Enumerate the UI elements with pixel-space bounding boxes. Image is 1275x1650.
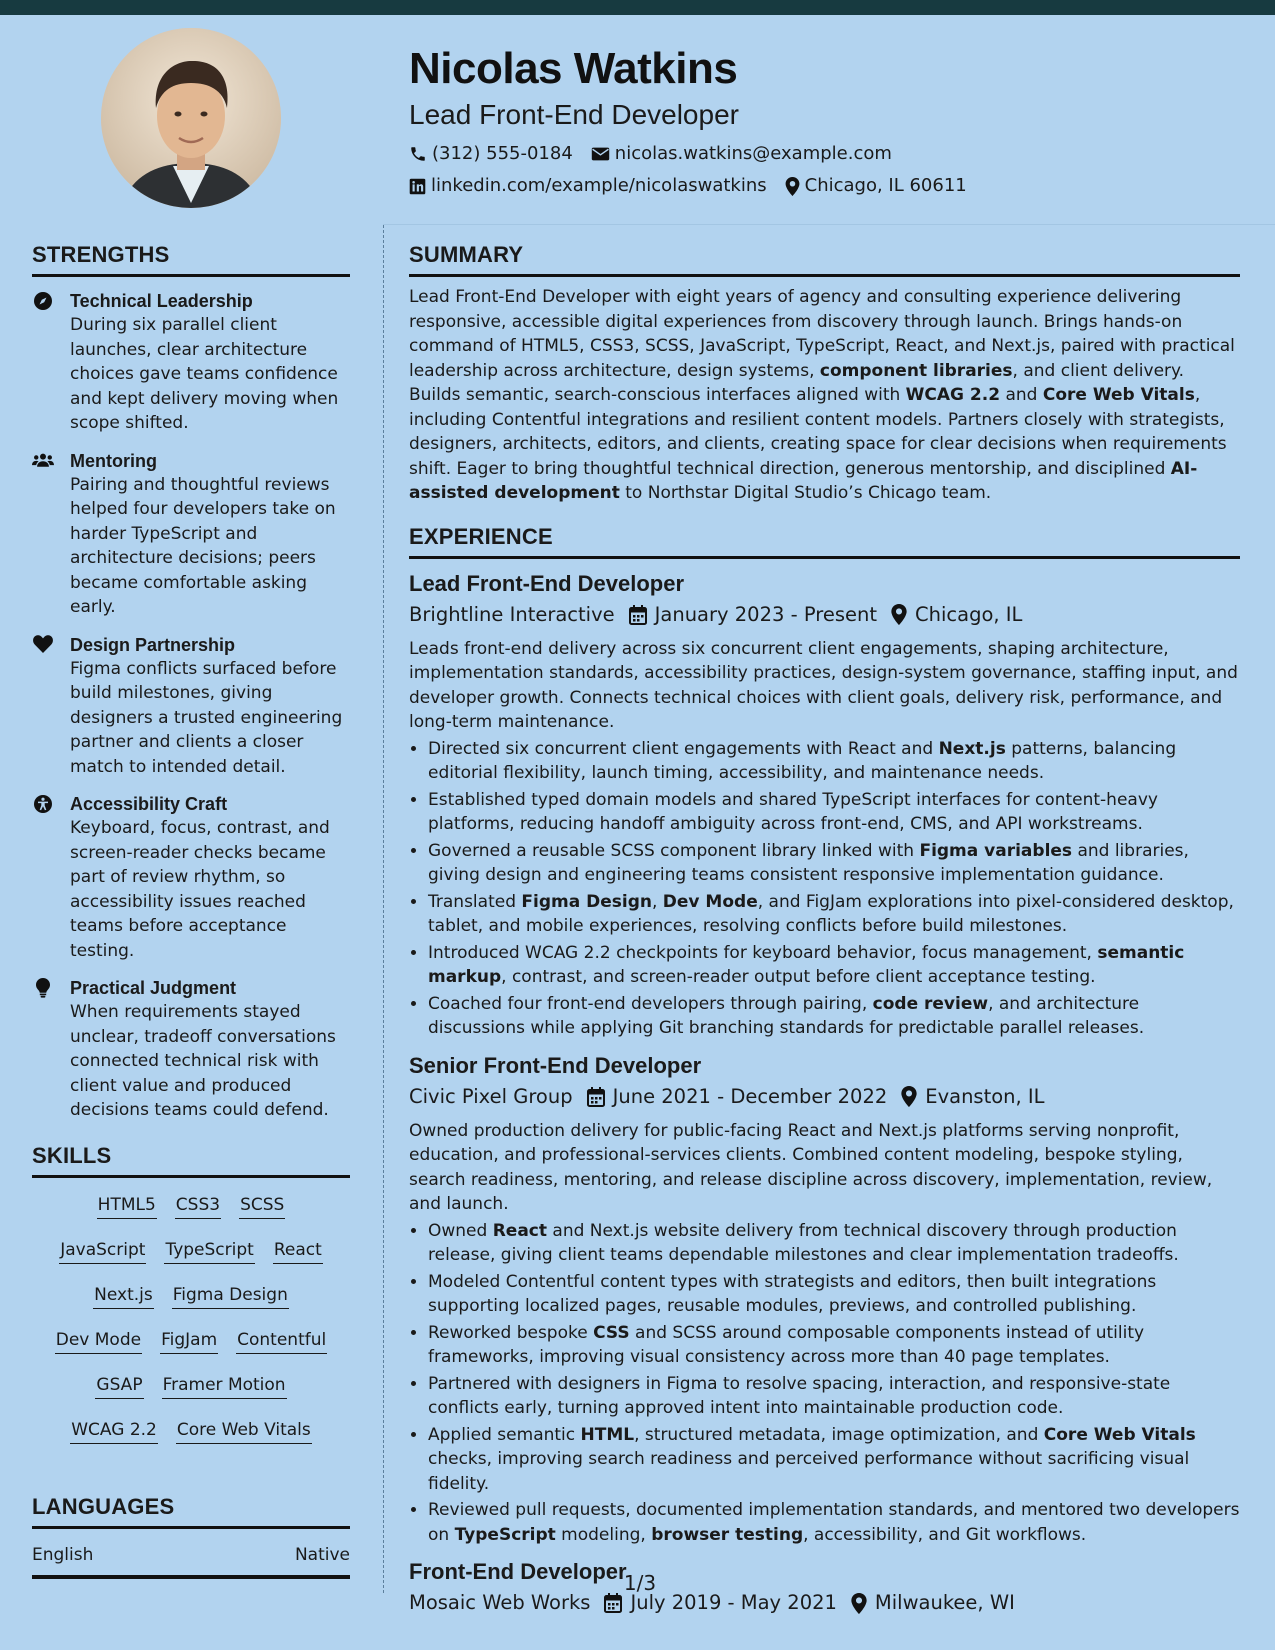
emphasized-text: Figma Design bbox=[521, 891, 652, 912]
strength-item bbox=[32, 633, 350, 780]
text-run: Lead Front-End Developer with eight years of agency and consulting experience delivering responsive, accessible digital experiences from discovery through launch. Brings hands-on command of HTML5, CSS3, SCSS, JavaScript, TypeScript, React, and Next.js, paired with practical leadership across architecture, design systems, bbox=[409, 287, 1235, 381]
linkedin-icon bbox=[409, 178, 426, 195]
strength-item bbox=[32, 792, 350, 963]
job-meta bbox=[409, 1081, 1240, 1113]
text-run: Applied semantic bbox=[428, 1424, 581, 1445]
job-title: Lead Front-End Developer bbox=[409, 570, 685, 596]
header-divider bbox=[383, 224, 1275, 225]
text-run: Reviewed pull requests, documented implementation standards, and mentored two developers on bbox=[428, 1500, 1240, 1545]
top-accent-bar bbox=[0, 0, 1275, 15]
text-run: , accessibility, and Git workflows. bbox=[803, 1524, 1087, 1545]
bullet-item bbox=[428, 788, 1240, 837]
skill-tag: Framer Motion bbox=[162, 1372, 287, 1399]
linkedin-contact[interactable] bbox=[409, 170, 767, 202]
map-pin-icon bbox=[851, 1593, 867, 1614]
text-run: , and FigJam explorations into pixel-considered desktop, tablet, and mobile experiences, resolving conflicts before build milestones. bbox=[428, 891, 1234, 936]
strength-title: Technical Leadership bbox=[70, 291, 253, 311]
emphasized-text: code review bbox=[872, 993, 989, 1014]
experience-list bbox=[409, 569, 1240, 1620]
strength-description: Pairing and thoughtful reviews helped four developers take on harder TypeScript and architecture decisions; peers became comfortable asking early. bbox=[70, 474, 336, 617]
text-run: , including Contentful integrations and resilient content models. Partners closely with strategists, designers, architects, editors, and clients, creating space for clear decisions when requirements shift. Eager to bring thoughtful technical direction, generous mentorship, and disciplined bbox=[409, 385, 1227, 479]
summary-heading: SUMMARY bbox=[409, 240, 1240, 277]
phone-contact[interactable] bbox=[409, 138, 573, 170]
strength-title: Practical Judgment bbox=[70, 978, 237, 998]
lightbulb-icon bbox=[32, 978, 54, 998]
bullet-item bbox=[428, 1423, 1240, 1497]
envelope-icon bbox=[591, 146, 610, 162]
text-run: checks, improving search readiness and perceived performance without sacrificing visual fidelity. bbox=[428, 1449, 1190, 1494]
company-name: Civic Pixel Group bbox=[409, 1084, 573, 1108]
job-title: Senior Front-End Developer bbox=[409, 1052, 702, 1078]
strength-item bbox=[32, 449, 350, 620]
strength-description: During six parallel client launches, clear architecture choices gave teams confidence and kept delivery moving when scope shifted. bbox=[70, 315, 339, 433]
bullet-item bbox=[428, 737, 1240, 786]
text-run: and Next.js website delivery from technical discovery through production release, giving client teams dependable milestones and clear implementation tradeoffs. bbox=[428, 1220, 1179, 1265]
bullet-item bbox=[428, 1321, 1240, 1370]
emphasized-text: CSS bbox=[593, 1322, 630, 1343]
compass-icon bbox=[32, 291, 54, 311]
job-description: Leads front-end delivery across six concurrent client engagements, shaping architecture, implementation standards, accessibility practices, design-system governance, staffing input, and developer growth. Connects technical choices with client goals, delivery risk, performance, and long-term maintenance. bbox=[409, 638, 1238, 732]
calendar-icon bbox=[604, 1593, 622, 1613]
emphasized-text: TypeScript bbox=[454, 1524, 556, 1545]
dates-text: January 2023 - Present bbox=[654, 602, 877, 626]
bullet-item bbox=[428, 1270, 1240, 1319]
linkedin-text: linkedin.com/example/nicolaswatkins bbox=[431, 175, 767, 196]
bullet-item bbox=[428, 1219, 1240, 1268]
text-run: Established typed domain models and shared TypeScript interfaces for content-heavy platforms, reducing handoff ambiguity across front-end, CMS, and API workstreams. bbox=[428, 789, 1158, 834]
emphasized-text: Dev Mode bbox=[662, 891, 758, 912]
job-location bbox=[851, 1587, 1015, 1619]
text-run: Partnered with designers in Figma to resolve spacing, interaction, and responsive-state conflicts early, turning approved intent into maintainable production code. bbox=[428, 1373, 1171, 1418]
accessibility-icon bbox=[32, 794, 54, 814]
location-contact bbox=[785, 170, 967, 202]
emphasized-text: HTML bbox=[580, 1424, 635, 1445]
page-number: 1/3 bbox=[623, 1571, 657, 1595]
right-column bbox=[409, 240, 1240, 1619]
job-meta bbox=[409, 599, 1240, 631]
text-run: Directed six concurrent client engagements with React and bbox=[428, 738, 939, 759]
emphasized-text: Next.js bbox=[938, 738, 1006, 759]
emphasized-text: AI-assisted development bbox=[409, 458, 1198, 503]
skills-list bbox=[32, 1192, 350, 1462]
skill-tag: GSAP bbox=[95, 1372, 143, 1399]
job-meta bbox=[409, 1587, 1240, 1619]
strength-title: Design Partnership bbox=[70, 634, 236, 655]
language-name: English bbox=[32, 1544, 94, 1565]
skill-tag: Contentful bbox=[236, 1327, 327, 1354]
job-dates bbox=[629, 599, 877, 631]
skill-tag: JavaScript bbox=[59, 1237, 146, 1264]
bullet-item bbox=[428, 890, 1240, 939]
bullet-item bbox=[428, 1498, 1240, 1547]
strength-title: Mentoring bbox=[70, 450, 157, 471]
bullet-item bbox=[428, 992, 1240, 1041]
skill-tag: Core Web Vitals bbox=[176, 1417, 312, 1444]
map-pin-icon bbox=[901, 1086, 917, 1107]
language-level: Native bbox=[294, 1544, 350, 1565]
company-name: Brightline Interactive bbox=[409, 602, 615, 626]
emphasized-text: React bbox=[492, 1220, 548, 1241]
location-text: Milwaukee, WI bbox=[874, 1591, 1015, 1614]
skill-tag: Next.js bbox=[93, 1282, 154, 1309]
text-run: patterns, balancing editorial flexibility, launch timing, accessibility, and maintenance needs. bbox=[428, 738, 1177, 783]
skill-tag: Dev Mode bbox=[55, 1327, 142, 1354]
map-pin-icon bbox=[891, 604, 907, 625]
location-text: Evanston, IL bbox=[925, 1084, 1045, 1108]
text-run: Governed a reusable SCSS component library linked with bbox=[428, 840, 920, 861]
job-location bbox=[891, 599, 1022, 631]
text-run: , and architecture discussions while applying Git branching standards for predictable parallel releases. bbox=[428, 993, 1145, 1038]
skill-tag: FigJam bbox=[160, 1327, 218, 1354]
strength-item bbox=[32, 976, 350, 1123]
text-run: to Northstar Digital Studio’s Chicago team. bbox=[619, 483, 992, 503]
skill-tag: HTML5 bbox=[97, 1192, 157, 1219]
bullet-item bbox=[428, 941, 1240, 990]
phone-icon bbox=[409, 145, 427, 163]
strengths-heading: STRENGTHS bbox=[32, 240, 350, 277]
job-entry bbox=[409, 569, 1240, 1041]
calendar-icon bbox=[629, 605, 647, 625]
text-run: and libraries, giving design and engineering teams consistent responsive implementation guidance. bbox=[428, 840, 1189, 885]
skills-heading: SKILLS bbox=[32, 1141, 350, 1178]
emphasized-text: Core Web Vitals bbox=[1042, 385, 1195, 405]
calendar-icon bbox=[587, 1087, 605, 1107]
column-divider bbox=[383, 225, 384, 1593]
strength-description: When requirements stayed unclear, tradeoff conversations connected technical risk with client value and produced decisions teams could defend. bbox=[70, 1002, 336, 1120]
skill-tag: SCSS bbox=[239, 1192, 285, 1219]
candidate-name: Nicolas Watkins bbox=[409, 44, 738, 93]
map-pin-icon bbox=[785, 177, 800, 196]
strength-description: Keyboard, focus, contrast, and screen-reader checks became part of review rhythm, so accessibility issues reached teams before acceptance testing. bbox=[70, 818, 330, 961]
emphasized-text: component libraries bbox=[819, 360, 1013, 381]
bullet-item bbox=[428, 839, 1240, 888]
skill-tag: TypeScript bbox=[164, 1237, 254, 1264]
emphasized-text: browser testing bbox=[651, 1524, 804, 1545]
resume-header bbox=[409, 40, 1239, 202]
job-bullets bbox=[409, 737, 1240, 1041]
job-bullets bbox=[409, 1219, 1240, 1548]
text-run: Reworked bespoke bbox=[428, 1322, 594, 1343]
emphasized-text: semantic markup bbox=[428, 942, 1185, 987]
summary-text bbox=[409, 285, 1240, 506]
text-run: Coached four front-end developers through pairing, bbox=[428, 993, 873, 1014]
text-run: and bbox=[1000, 385, 1043, 405]
emphasized-text: WCAG 2.2 bbox=[905, 385, 1001, 405]
job-location bbox=[901, 1081, 1044, 1113]
dates-text: June 2021 - December 2022 bbox=[612, 1084, 888, 1108]
candidate-title: Lead Front-End Developer bbox=[409, 99, 739, 130]
strengths-list bbox=[32, 289, 350, 1123]
text-run: , bbox=[651, 891, 663, 912]
bullet-item bbox=[428, 1372, 1240, 1421]
users-icon bbox=[32, 451, 54, 471]
text-run: Translated bbox=[428, 891, 522, 912]
skill-tag: Figma Design bbox=[172, 1282, 289, 1309]
text-run: modeling, bbox=[555, 1524, 652, 1545]
experience-heading: EXPERIENCE bbox=[409, 522, 1240, 559]
job-entry bbox=[409, 1557, 1240, 1619]
location-text: Chicago, IL 60611 bbox=[804, 175, 967, 196]
strength-item bbox=[32, 289, 350, 436]
email-text: nicolas.watkins@example.com bbox=[614, 143, 892, 164]
dates-text: July 2019 - May 2021 bbox=[630, 1591, 837, 1614]
skill-tag: WCAG 2.2 bbox=[70, 1417, 158, 1444]
contact-row-1 bbox=[409, 138, 1239, 170]
emphasized-text: Core Web Vitals bbox=[1043, 1424, 1196, 1445]
text-run: and SCSS around composable components instead of utility frameworks, improving visual consistency across more than 40 page templates. bbox=[428, 1322, 1145, 1367]
phone-text: (312) 555-0184 bbox=[432, 143, 573, 164]
text-run: , structured metadata, image optimization, and bbox=[634, 1424, 1044, 1445]
email-contact[interactable] bbox=[591, 138, 892, 170]
location-text: Chicago, IL bbox=[915, 602, 1023, 626]
text-run: Modeled Contentful content types with strategists and editors, then built integrations supporting localized pages, reusable modules, previews, and controlled publishing. bbox=[428, 1271, 1157, 1316]
text-run: Introduced WCAG 2.2 checkpoints for keyboard behavior, focus management, bbox=[428, 942, 1098, 963]
strength-title: Accessibility Craft bbox=[70, 794, 228, 814]
language-row bbox=[32, 1543, 350, 1579]
text-run: Owned bbox=[428, 1220, 493, 1241]
skill-tag: CSS3 bbox=[175, 1192, 221, 1219]
profile-photo bbox=[101, 28, 281, 208]
heart-icon bbox=[32, 635, 54, 655]
strength-description: Figma conflicts surfaced before build milestones, giving designers a trusted engineering partner and clients a closer match to intended detail. bbox=[70, 658, 343, 777]
text-run: , and client delivery. Builds semantic, search-conscious interfaces aligned with bbox=[409, 360, 1185, 405]
text-run: , contrast, and screen-reader output before client acceptance testing. bbox=[501, 967, 1096, 987]
job-entry bbox=[409, 1051, 1240, 1548]
left-column bbox=[32, 240, 350, 1579]
job-dates bbox=[587, 1081, 888, 1113]
company-name: Mosaic Web Works bbox=[409, 1591, 591, 1614]
languages-heading: LANGUAGES bbox=[32, 1492, 350, 1529]
job-description: Owned production delivery for public-facing React and Next.js platforms serving nonprofit, education, and professional-services clients. Combined content modeling, bespoke styling, search readiness, mentoring, and release discipline across discovery, implementation, review, and launch. bbox=[409, 1120, 1213, 1214]
contact-row-2 bbox=[409, 170, 1239, 202]
emphasized-text: Figma variables bbox=[919, 840, 1073, 861]
job-title: Front-End Developer bbox=[409, 1559, 627, 1584]
skill-tag: React bbox=[273, 1237, 323, 1264]
